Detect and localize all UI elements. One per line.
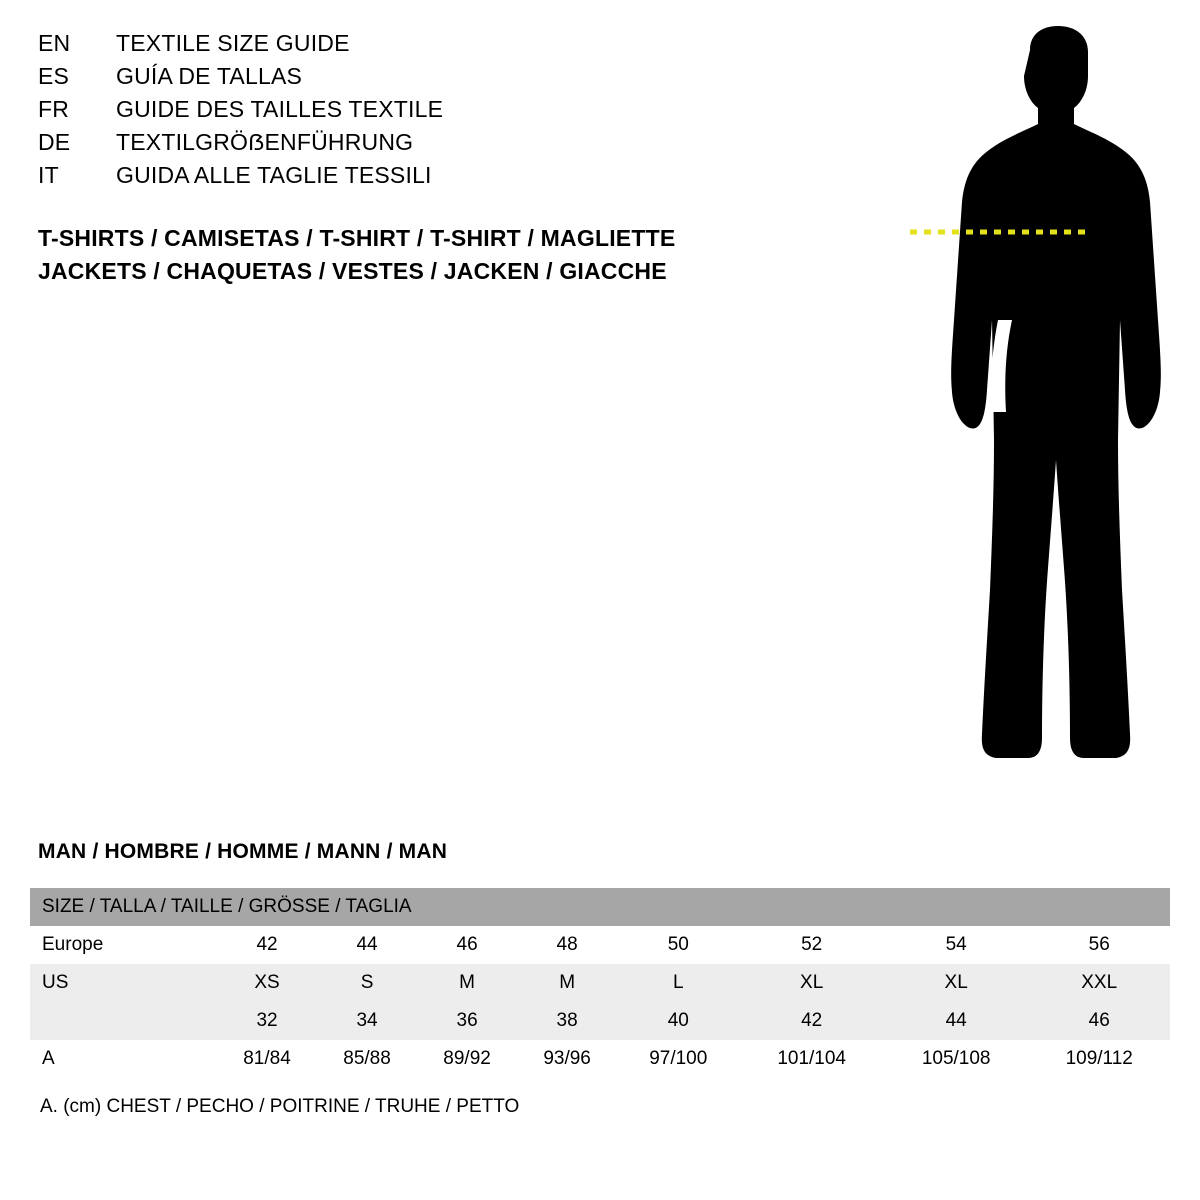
language-code: IT: [38, 162, 59, 188]
language-text: GUIDE DES TAILLES TEXTILE: [116, 96, 444, 122]
cell-value: 32: [256, 1010, 278, 1031]
row-label: A: [42, 1048, 55, 1069]
language-row: [38, 129, 758, 162]
language-code: FR: [38, 96, 70, 122]
cell-value: 105/108: [921, 1048, 991, 1069]
cell-value: 44: [356, 934, 378, 955]
cell-value: 56: [1088, 934, 1110, 955]
cell-value: 42: [256, 934, 278, 955]
cell-value: 109/112: [1065, 1048, 1133, 1069]
cell-value: 93/96: [543, 1048, 591, 1069]
language-code: ES: [38, 63, 70, 89]
cell-value: 54: [945, 934, 967, 955]
cell-value: 36: [456, 1010, 478, 1031]
garment-line-tshirts: T-SHIRTS / CAMISETAS / T-SHIRT / T-SHIRT / MAGLIETTE: [38, 225, 676, 251]
cell-value: 52: [801, 934, 823, 955]
garment-type-block: [38, 222, 675, 288]
table-row: [30, 964, 1170, 1002]
row-label: US: [42, 972, 69, 993]
cell-value: 85/88: [343, 1048, 391, 1069]
footnote-chest: A. (cm) CHEST / PECHO / POITRINE / TRUHE / PETTO: [40, 1096, 520, 1117]
cell-value: 48: [556, 934, 578, 955]
measure-leader-line: [1090, 226, 1120, 229]
cell-value: S: [360, 972, 374, 993]
language-text: TEXTILGRÖẞENFÜHRUNG: [116, 129, 414, 155]
body-figure: [820, 20, 1180, 800]
cell-value: L: [672, 972, 684, 993]
language-text: GUIDA ALLE TAGLIE TESSILI: [116, 162, 432, 188]
row-label: Europe: [42, 934, 104, 955]
language-code: EN: [38, 30, 71, 56]
cell-value: 34: [356, 1010, 378, 1031]
cell-value: XL: [944, 972, 968, 993]
male-silhouette-icon: [820, 20, 1180, 800]
cell-value: 50: [667, 934, 689, 955]
row-label: [30, 1002, 217, 1040]
table-header-label: SIZE / TALLA / TAILLE / GRÖSSE / TAGLIA: [42, 896, 412, 917]
cell-value: 44: [945, 1010, 967, 1031]
cell-value: 38: [556, 1010, 578, 1031]
language-row: [38, 30, 758, 63]
cell-value: M: [559, 972, 576, 993]
table-row: [30, 926, 1170, 964]
language-code: DE: [38, 129, 71, 155]
cell-value: 89/92: [443, 1048, 491, 1069]
cell-value: 46: [456, 934, 478, 955]
language-text: GUÍA DE TALLAS: [116, 63, 303, 89]
language-text: TEXTILE SIZE GUIDE: [116, 30, 350, 56]
cell-value: 46: [1088, 1010, 1110, 1031]
table-row: [30, 1040, 1170, 1078]
measure-label-a: A: [1125, 222, 1140, 245]
language-row: [38, 162, 758, 195]
chest-measure-line: [908, 225, 1093, 239]
language-header-block: [38, 30, 758, 195]
cell-value: M: [459, 972, 475, 993]
table-header-row: [30, 888, 1170, 926]
cell-value: XXL: [1081, 972, 1118, 993]
cell-value: 81/84: [243, 1048, 291, 1069]
language-row: [38, 63, 758, 96]
cell-value: 97/100: [649, 1048, 708, 1069]
cell-value: 101/104: [777, 1048, 846, 1069]
cell-value: 40: [667, 1010, 689, 1031]
size-table: [30, 888, 1170, 1078]
language-row: [38, 96, 758, 129]
cell-value: 42: [801, 1010, 823, 1031]
cell-value: XS: [254, 972, 280, 993]
table-section-title: MAN / HOMBRE / HOMME / MANN / MAN: [38, 840, 448, 863]
cell-value: XL: [800, 972, 824, 993]
table-row: [30, 1002, 1170, 1040]
garment-line-jackets: JACKETS / CHAQUETAS / VESTES / JACKEN / GIACCHE: [38, 258, 667, 284]
